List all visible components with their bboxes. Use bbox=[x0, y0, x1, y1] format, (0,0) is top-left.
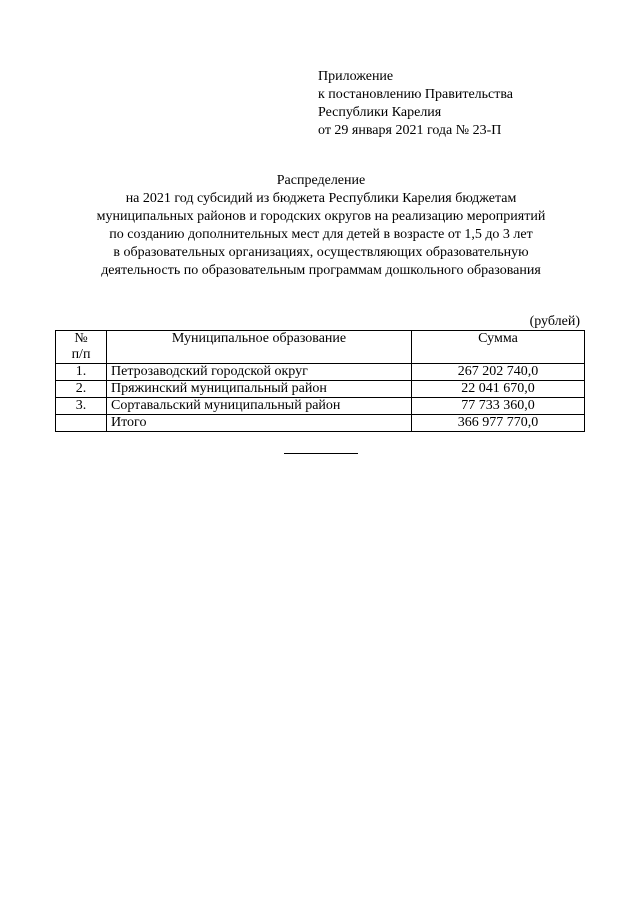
total-label: Итого bbox=[107, 415, 412, 432]
header-number-line2: п/п bbox=[71, 347, 91, 362]
row-number: 3. bbox=[56, 398, 107, 415]
table-total-row bbox=[56, 415, 585, 432]
title-line: на 2021 год субсидий из бюджета Республики Карелия бюджетам bbox=[125, 191, 517, 206]
row-municipality: Петрозаводский городской округ bbox=[107, 364, 412, 381]
header-number bbox=[56, 331, 107, 364]
appendix-line: Приложение bbox=[318, 69, 394, 84]
header-number-line1: № bbox=[74, 331, 88, 346]
row-sum: 77 733 360,0 bbox=[412, 398, 585, 415]
title-heading: Распределение bbox=[276, 173, 366, 188]
header-sum: Сумма bbox=[412, 331, 585, 364]
title-line: в образовательных организациях, осуществляющих образовательную bbox=[113, 245, 529, 260]
table-row bbox=[56, 381, 585, 398]
unit-label: (рублей) bbox=[529, 314, 580, 329]
appendix-line: от 29 января 2021 года № 23-П bbox=[318, 123, 502, 138]
appendix-line: к постановлению Правительства bbox=[318, 87, 514, 102]
header-municipality: Муниципальное образование bbox=[107, 331, 412, 364]
table-header-row bbox=[56, 331, 585, 364]
title-line: по созданию дополнительных мест для детей в возрасте от 1,5 до 3 лет bbox=[109, 227, 533, 242]
title-line: муниципальных районов и городских округов на реализацию мероприятий bbox=[96, 209, 546, 224]
total-sum: 366 977 770,0 bbox=[412, 415, 585, 432]
total-number bbox=[56, 415, 107, 432]
row-number: 1. bbox=[56, 364, 107, 381]
title-line: деятельность по образовательным программам дошкольного образования bbox=[101, 263, 541, 278]
row-sum: 267 202 740,0 bbox=[412, 364, 585, 381]
row-municipality: Сортавальский муниципальный район bbox=[107, 398, 412, 415]
distribution-table bbox=[55, 330, 585, 432]
end-divider bbox=[284, 453, 358, 454]
appendix-line: Республики Карелия bbox=[318, 105, 442, 120]
row-municipality: Пряжинский муниципальный район bbox=[107, 381, 412, 398]
row-sum: 22 041 670,0 bbox=[412, 381, 585, 398]
document-title bbox=[40, 172, 602, 280]
table-row bbox=[56, 364, 585, 381]
row-number: 2. bbox=[56, 381, 107, 398]
appendix-header bbox=[318, 68, 513, 140]
table-row bbox=[56, 398, 585, 415]
